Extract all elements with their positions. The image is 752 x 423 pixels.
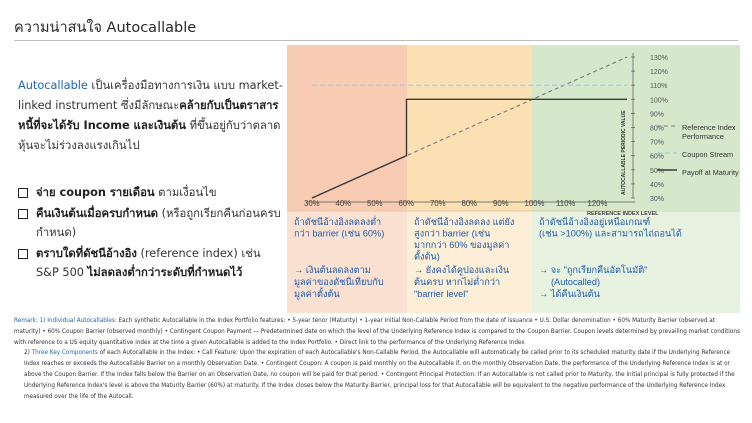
- zone-condition-text: ถ้าดัชนีอ้างอิงอยู่เหนือเกณฑ์: [539, 217, 651, 227]
- bullet-list: [18, 183, 286, 284]
- bullet-text: (หรือถูกเรียกคืนก่อนครบกำหนด): [36, 206, 281, 239]
- bullet-item: [18, 183, 286, 203]
- x-tick-label: 120%: [587, 199, 608, 208]
- y-tick-label: 120%: [650, 69, 668, 77]
- x-tick-label: 40%: [335, 199, 352, 208]
- y-tick-label: 130%: [650, 55, 668, 62]
- intro-paragraph: [18, 76, 283, 156]
- remark-1-label: Remark: 1): [14, 318, 46, 324]
- x-tick-label: 50%: [367, 199, 383, 208]
- zone-condition-text: ถ้าดัชนีอ้างอิงลดลง แต่ยัง: [414, 217, 515, 227]
- zone-condition-text: ตั้งต้น): [414, 251, 440, 262]
- y-tick-label: 80%: [650, 125, 665, 133]
- zone-condition-text: สูงกว่า barrier (เช่น: [414, 228, 491, 239]
- bullet-item: [18, 244, 286, 283]
- legend-label: Coupon Stream: [682, 150, 734, 159]
- y-tick-label: 100%: [650, 97, 668, 105]
- intro-text-2: ที่ขึ้นอยู่กับว่าตลาดหุ้นจะไม่ร่วงลงแรงเกินไป: [18, 119, 281, 152]
- y-tick-label: 30%: [650, 196, 665, 203]
- bullet-text: (reference index) เช่น S&P 500: [36, 246, 261, 279]
- zone-condition-text: มากกว่า 60% ของมูลค่า: [414, 240, 510, 250]
- x-tick-label: 30%: [304, 199, 320, 208]
- zone-condition-text: กว่า barrier (เช่น 60%): [294, 228, 385, 239]
- remark-2-text: of each Autocallable in the Index: • Call Feature: Upon the expiration of each Autocallable's Non-Callable Period, the Autocallable will automatically be called prior to its scheduled maturity date if the Underlying Reference Index reaches or exceeds the Autocallable Barrier on a monthly Observation Date. • Contingent Coupon: A coupon is paid monthly on the Autocallable if, on the monthly Observation Date, the performance of the Underlying Reference Index is at or above the Coupon Barrier. If the Index falls below the Barrier on an Observation Date, no coupon will be paid for that period. • Contingent Principal Protection: If an Autocallable is not called prior to Maturity, the initial principal is fully protected if the Underlying Reference Index's level is above the Maturity Barrier (60%) at maturity. If the Index closes below the Maturity Barrier, principal loss for that Autocallable will be equivalent to the negative performance of the Underlying Reference Index measured over the life of the Autocall.: [24, 350, 735, 400]
- bullet-text: ตามเงื่อนไข: [154, 186, 217, 199]
- remark-2: [14, 348, 742, 402]
- x-tick-label: 110%: [556, 199, 576, 208]
- zone-outcome-text: มูลค่าตั้งต้น: [294, 289, 340, 299]
- legend-label: Reference Index: [682, 123, 736, 132]
- autocallable-chart: [287, 45, 740, 317]
- y-axis-title: AUTOCALLABLE PERIODIC VALUE: [621, 110, 627, 195]
- zone-outcome-text: → เงินต้นลดลงตาม: [294, 265, 371, 275]
- y-tick-label: 110%: [650, 83, 668, 91]
- y-tick-label: 60%: [650, 153, 665, 161]
- checkbox-icon: [18, 249, 28, 259]
- bullet-bold: ตราบใดที่ดัชนีอ้างอิง: [36, 246, 137, 260]
- y-tick-label: 50%: [650, 167, 665, 175]
- remark-1: [14, 316, 742, 348]
- zone-outcome-text: → ได้คืนเงินต้น: [539, 289, 600, 299]
- intro-text-1: เป็นเครื่องมือทางการเงิน แบบ market-linked instrument ซึ่งมีลักษณะ: [18, 79, 283, 112]
- intro-bold: คล้ายกับเป็นตราสารหนี้ที่จะได้รับ Income และเงินต้น: [18, 99, 279, 132]
- legend-label: Performance: [682, 132, 724, 141]
- slide-title: ความน่าสนใจ Autocallable: [14, 20, 197, 36]
- zone-1-background: [287, 45, 407, 211]
- x-tick-label: 100%: [524, 199, 545, 208]
- chart-svg: [287, 45, 740, 313]
- y-tick-label: 90%: [650, 111, 665, 119]
- remark-1-title: Individual Autocallables:: [45, 318, 117, 324]
- zone-condition-text: ถ้าดัชนีอ้างอิงลดลงต่ำ: [294, 217, 382, 227]
- remark-2-label: 2): [24, 350, 30, 357]
- x-tick-label: 60%: [398, 199, 415, 208]
- bullet-bold-2: ไม่ลดลงต่ำกว่าระดับที่กำหนดไว้: [87, 266, 243, 279]
- checkbox-icon: [18, 209, 28, 219]
- zone-outcome-text: ต้นครบ หากไม่ต่ำกว่า: [414, 277, 501, 287]
- x-tick-label: 70%: [430, 199, 446, 208]
- checkbox-icon: [18, 188, 28, 198]
- bullet-item: [18, 204, 286, 243]
- x-tick-label: 80%: [461, 199, 478, 208]
- remarks-footnote: [14, 316, 742, 402]
- intro-highlight: Autocallable: [18, 79, 88, 92]
- zone-outcome-text: → จะ "ถูกเรียกคืนอัตโนมัติ": [539, 265, 648, 275]
- title-divider: [14, 40, 738, 41]
- zone-condition-text: (เช่น >100%) และสามารถไถ่ถอนได้: [539, 228, 682, 239]
- y-tick-label: 40%: [650, 181, 665, 189]
- bullet-bold: จ่าย coupon รายเดือน: [36, 186, 155, 199]
- remark-2-title: Three Key Components: [29, 350, 98, 357]
- bullet-bold: คืนเงินต้นเมื่อครบกำหนด: [36, 206, 159, 220]
- zone-outcome-text: (Autocalled): [551, 277, 601, 287]
- y-tick-label: 70%: [650, 139, 665, 147]
- zone-2-background: [407, 45, 532, 211]
- x-axis-title: REFERENCE INDEX LEVEL: [587, 211, 659, 217]
- legend-label: Payoff at Maturity: [682, 168, 739, 177]
- zone-outcome-text: → ยังคงได้คูปองและเงิน: [414, 265, 510, 275]
- x-tick-label: 90%: [493, 199, 509, 208]
- zone-outcome-text: มูลค่าของดัชนีเทียบกับ: [294, 277, 384, 287]
- remark-1-text: Each synthetic Autocallable in the Index Portfolio features: • 5-year tenor (Maturity) • 1-year Initial Non-Callable Period from the date of issuance • U.S. Dollar denomination • 60% Maturity Barrier (observed at maturity) • 60% Coupon Barrier (observed monthly) • Contingent Coupon Payment — Predetermined date on which the level of the Underlying Reference Index is compared to the Coupon Barrier. Coupon levels determined by prevailing market conditions with reference to a US equity quantitative index at the time a given Autocallable is added to the Index Portfolio. • Direct link to the performance of the Underlying Reference Index: [14, 318, 740, 346]
- zone-outcome-text: "barrier level": [414, 289, 469, 299]
